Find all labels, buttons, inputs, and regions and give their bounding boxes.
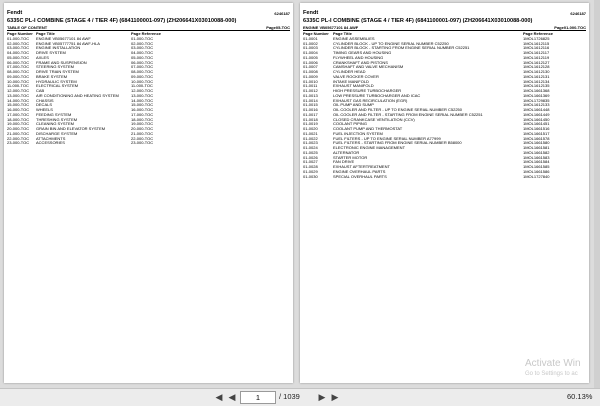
page-title-cell: FUEL FILTERS - UP TO ENGINE SERIAL NUMBER A77999: [333, 135, 441, 141]
page-reference-cell: 1MOL1661368: [523, 88, 550, 93]
page-number-cell: 16-000-TOC: [7, 107, 30, 112]
page-number-cell: 04-000-TOC: [7, 50, 30, 55]
watermark-line2: Go to Settings to ac: [525, 371, 578, 377]
page-reference-cell: 10-000-TOC: [131, 78, 154, 84]
page-reference-cell: 1MOL1612127: [523, 59, 550, 65]
column-header: Page Title: [333, 31, 352, 36]
page-reference-cell: 06-000-TOC: [131, 59, 154, 65]
page-reference-cell: 1MOL1661451: [523, 121, 550, 127]
page-reference-cell: 09-000-TOC: [131, 73, 154, 79]
parts-row[interactable]: [303, 175, 586, 180]
parts-table-body: [303, 37, 586, 180]
document-title: 6335C PL-I COMBINE (STAGE 4 / TIER 4F) (6841100001-097) (ZH206641X03010088-000): [303, 18, 533, 24]
page-number-cell: 07-000-TOC: [7, 64, 30, 70]
page-title-cell: EXHAUST AFTERTREATMENT: [333, 164, 390, 169]
page-number-cell: 01-0030: [303, 173, 318, 179]
page-title-cell: WHEELS: [36, 107, 53, 112]
page-title-cell: GRAIN BIN AND ELEVATOR SYSTEM: [36, 126, 106, 131]
page-number-cell: 01-0012: [303, 88, 318, 93]
page-title-cell: HIGH PRESSURE TURBOCHARGER: [333, 88, 402, 93]
page-reference-cell: 01-000-TOC: [131, 35, 154, 41]
page-reference-cell: 04-000-TOC: [131, 50, 154, 55]
page-number-cell: 01-0021: [303, 130, 318, 136]
parts-table: [303, 32, 586, 179]
page-reference-cell: 19-000-TOC: [131, 121, 154, 127]
page-number-cell: 13-000-TOC: [7, 92, 30, 98]
page-reference-cell: 1MOL1661586: [523, 168, 550, 174]
brand-name: Fendt: [7, 10, 23, 16]
page-number-cell: 01-0014: [303, 97, 318, 103]
page-title-cell: AIR CONDITIONING AND HEATING SYSTEM: [36, 92, 119, 98]
page-reference-cell: 1MOL1727840: [523, 173, 550, 179]
page-title-cell: CYLINDER HEAD: [333, 69, 366, 74]
page-number-cell: 02-000-TOC: [7, 40, 30, 46]
activation-watermark: [525, 358, 581, 378]
page-number-cell: 01-0009: [303, 73, 318, 79]
page-number-cell: 01-0016: [303, 107, 318, 112]
page-title-cell: ENGINE INSTALLATION: [36, 45, 81, 51]
page-number-cell: 01-0005: [303, 54, 318, 60]
page-number-cell: 01-0018: [303, 116, 318, 122]
page-title-cell: CHASSIS: [36, 97, 54, 103]
page-number-cell: 01-0013: [303, 92, 318, 98]
page-title-cell: FRAME AND SUSPENSION: [36, 59, 87, 65]
page-number-cell: 01-0027: [303, 159, 318, 165]
page-title-cell: FUEL FILTERS - STARTING FROM ENGINE SERIAL NUMBER B58000: [333, 140, 462, 146]
page-title-cell: CLEANING SYSTEM: [36, 121, 75, 127]
page-number-cell: 06-000-TOC: [7, 59, 30, 65]
page-reference-cell: 1MOL1661583: [523, 154, 550, 160]
page-reference-cell: 16-000-TOC: [131, 107, 154, 112]
page-title-cell: DRIVE TRAIN SYSTEM: [36, 69, 79, 74]
page-number-cell: 01-000-TOC: [7, 35, 30, 41]
page-reference-cell: 21-000-TOC: [131, 130, 154, 136]
page-reference-cell: 1MOL1661585: [523, 164, 550, 169]
pdf-toolbar: [0, 388, 600, 406]
column-header: Page Number: [303, 31, 329, 36]
page-title-cell: ENGINE OVERHAUL PARTS: [333, 168, 386, 174]
page-title-cell: OIL COOLER AND FILTER - STARTING FROM ENGINE SERIAL NUMBER C52251: [333, 111, 483, 117]
page-number-cell: 01-0001: [303, 35, 318, 41]
page-title-cell: CLOSED CRANKCASE VENTILATION (CCV): [333, 116, 415, 122]
page-reference-cell: 1MOL1729835: [523, 97, 550, 103]
section-title: ENGINE VB05677101 84 AWF: [303, 25, 359, 30]
page-number-cell: 01-0007: [303, 64, 318, 70]
page-reference-cell: 1MOL1612116: [523, 45, 550, 51]
page-reference-cell: 08-000-TOC: [131, 69, 154, 74]
page-title-cell: CAB: [36, 88, 45, 93]
page-number-cell: 01-0020: [303, 126, 318, 131]
page-reference: Page01-000-TOC: [554, 25, 586, 30]
watermark-line1: Activate Win: [525, 358, 581, 369]
page-title-cell: OIL PUMP AND SUMP: [333, 102, 374, 108]
page-number-cell: 01-0006: [303, 59, 318, 65]
zoom-level[interactable]: 60.13%: [567, 392, 593, 401]
page-reference-cell: 1MOL1661448: [523, 107, 550, 112]
column-header: Page Reference: [131, 31, 162, 36]
page-title-cell: ACCESSORIES: [36, 140, 65, 146]
page-number-cell: 12-000-TOC: [7, 88, 30, 93]
skip-last-icon[interactable]: ▶: [331, 392, 339, 402]
page-reference-cell: 1MOL1661584: [523, 159, 550, 165]
page-title-cell: COOLANT PUMP AND THERMOSTAT: [333, 126, 403, 131]
page-number-cell: 01-0026: [303, 154, 318, 160]
page-number-cell: 15-000-TOC: [7, 102, 30, 108]
page-reference-cell: 1MOL1661450: [523, 116, 550, 122]
page-reference-cell: 11-000-TOC: [131, 83, 153, 89]
page-title-cell: ELECTRONIC ENGINE MANAGEMENT: [333, 145, 406, 150]
page-number-cell: 17-000-TOC: [7, 111, 30, 117]
page-number-cell: 01-0024: [303, 145, 318, 150]
triangle-left-icon[interactable]: ◀: [228, 392, 236, 402]
page-reference-cell: 1MOL1661449: [523, 111, 550, 117]
page-reference-cell: 1MOL1661581: [523, 145, 550, 150]
page-title-cell: CAMSHAFT AND VALVE MECHANISM: [333, 64, 404, 70]
page-title-cell: FLYWHEEL AND HOUSING: [333, 54, 384, 60]
page-reference-cell: 1MOL1661578: [523, 135, 550, 141]
page-title-cell: OIL COOLER AND FILTER - UP TO ENGINE SERIAL NUMBER C52250: [333, 107, 462, 112]
page-title-cell: ENGINE ASSEMBLIES: [333, 35, 375, 41]
page-number-cell: 01-0022: [303, 135, 318, 141]
page-number-cell: 01-0017: [303, 111, 318, 117]
page-reference-cell: 02-000-TOC: [131, 40, 154, 46]
page-reference-cell: 1MOL1612134: [523, 78, 550, 84]
column-header: Page Reference: [523, 31, 554, 36]
skip-first-icon[interactable]: ◀: [215, 392, 223, 402]
page-reference-cell: 1MOL1726825: [523, 35, 550, 41]
page-title-cell: CYLINDER BLOCK - UP TO ENGINE SERIAL NUMBER C52250: [333, 40, 449, 46]
page-number-cell: 01-0003: [303, 45, 318, 51]
page-number-cell: 21-000-TOC: [7, 130, 30, 136]
page-title-cell: STARTER MOTOR: [333, 154, 368, 160]
page-title-cell: ENGINE VB05777751 84 AWF-HLA: [36, 40, 100, 46]
page-title-cell: DRIVE SYSTEM: [36, 50, 66, 55]
page-title-cell: ATTACHMENTS: [36, 135, 66, 141]
page-reference-cell: 1MOL1612135: [523, 83, 550, 89]
page-number-cell: 01-0019: [303, 121, 318, 127]
page-title-cell: STEERING SYSTEM: [36, 64, 75, 70]
page-number-cell: 01-0028: [303, 164, 318, 169]
page-title-cell: INTAKE MANIFOLD: [333, 78, 369, 84]
page-reference-cell: 18-000-TOC: [131, 116, 154, 122]
page-title-cell: ENGINE VB05677101 84 AWF: [36, 35, 91, 41]
page-number-cell: 18-000-TOC: [7, 116, 30, 122]
page-title-cell: SPECIAL OVERHAUL PARTS: [333, 173, 387, 179]
page-title-cell: HYDRAULIC SYSTEM: [36, 78, 77, 84]
page-number-cell: 01-0023: [303, 140, 318, 146]
page-title-cell: TIMING GEARS AND HOUSING: [333, 50, 392, 55]
page-number-cell: 03-000-TOC: [7, 45, 30, 51]
page-reference-cell: 1MOL1661580: [523, 140, 550, 146]
page-reference-cell: 1MOL1661517: [523, 130, 550, 136]
page-title-cell: AXLES: [36, 54, 49, 60]
page-title-cell: FEEDING SYSTEM: [36, 111, 72, 117]
page-number-cell: 19-000-TOC: [7, 121, 30, 127]
page-number-cell: 01-0015: [303, 102, 318, 108]
page-number-cell: 05-000-TOC: [7, 54, 30, 60]
page-reference-cell: 22-000-TOC: [131, 135, 154, 141]
page-reference-cell: 1MOL1612128: [523, 64, 550, 70]
page-number-cell: 01-0002: [303, 40, 318, 46]
page-title-cell: CRANKSHAFT AND PISTONS: [333, 59, 388, 65]
page-reference-cell: 07-000-TOC: [131, 64, 154, 70]
brand-name: Fendt: [303, 10, 319, 16]
page-reference-cell: 1MOL1661516: [523, 126, 550, 131]
page-reference-cell: 20-000-TOC: [131, 126, 154, 131]
page-number-cell: 01-0008: [303, 69, 318, 74]
triangle-right-icon[interactable]: ▶: [318, 392, 326, 402]
column-header: Page Title: [36, 31, 55, 36]
page-title-cell: EXHAUST MANIFOLD: [333, 83, 374, 89]
page-number-cell: 23-000-TOC: [7, 140, 30, 146]
page-reference-cell: 1MOL1661369: [523, 92, 550, 98]
page-title-cell: COOLANT PIPING: [333, 121, 367, 127]
page-title-cell: CYLINDER BLOCK - STARTING FROM ENGINE SERIAL NUMBER C52251: [333, 45, 470, 51]
page-reference-cell: 17-000-TOC: [131, 111, 154, 117]
page-title-cell: DECALS: [36, 102, 53, 108]
page-number-cell: 20-000-TOC: [7, 126, 30, 131]
page-number-cell: 08-000-TOC: [7, 69, 30, 74]
page-title-cell: THRESHING SYSTEM: [36, 116, 78, 122]
page-reference-cell: 13-000-TOC: [131, 92, 154, 98]
column-header: Page Number: [7, 31, 33, 36]
page-title-cell: BRAKE SYSTEM: [36, 73, 68, 79]
page-reference-cell: 23-000-TOC: [131, 140, 154, 146]
page-reference-cell: 14-000-TOC: [131, 97, 154, 103]
page-title-cell: FUEL INJECTION SYSTEM: [333, 130, 383, 136]
page-number-cell: 01-0010: [303, 78, 318, 84]
page-number-cell: 22-000-TOC: [7, 135, 30, 141]
page-title-cell: FAN DRIVE: [333, 159, 355, 165]
page-title-cell: DISCHARGE SYSTEM: [36, 130, 78, 136]
page-reference-cell: 1MOL1612130: [523, 69, 550, 74]
page-number-cell: 01-0029: [303, 168, 318, 174]
page-number-cell: 01-0025: [303, 149, 318, 155]
page-title-cell: LOW PRESSURE TURBOCHARGER AND ICAC: [333, 92, 421, 98]
document-number: 6246187: [570, 11, 586, 16]
pdf-page-left: [4, 3, 293, 383]
document-title: 6335C PL-I COMBINE (STAGE 4 / TIER 4F) (6841100001-097) (ZH206641X03010088-000): [7, 18, 237, 24]
page-reference-cell: 1MOL1661582: [523, 149, 550, 155]
page-number-input[interactable]: 1: [240, 391, 276, 404]
page-total: / 1039: [279, 392, 300, 401]
page-reference: Page05-TOC: [266, 25, 290, 30]
page-number-cell: 01-0011: [303, 83, 318, 89]
toc-table-body: [7, 37, 290, 146]
page-reference-cell: 05-000-TOC: [131, 54, 154, 60]
document-number: 6246187: [274, 11, 290, 16]
toc-table: [7, 32, 290, 146]
page-reference-cell: 1MOL1612115: [523, 40, 550, 46]
pdf-page-right: [300, 3, 589, 383]
page-number-cell: 10-000-TOC: [7, 78, 30, 84]
page-reference-cell: 1MOL1612117: [523, 50, 550, 55]
page-reference-cell: 1MOL1612131: [523, 73, 550, 79]
page-number-cell: 11-000-TOC: [7, 83, 29, 89]
page-reference-cell: 1MOL1612119: [523, 54, 550, 60]
page-title-cell: EXHAUST GAS RECIRCULATION (EGR): [333, 97, 408, 103]
page-number-cell: 09-000-TOC: [7, 73, 30, 79]
page-reference-cell: 12-000-TOC: [131, 88, 154, 93]
page-reference-cell: 1MOL1612133: [523, 102, 550, 108]
page-reference-cell: 15-000-TOC: [131, 102, 154, 108]
page-reference-cell: 03-000-TOC: [131, 45, 154, 51]
page-title-cell: ALTERNATOR: [333, 149, 360, 155]
page-number-cell: 01-0004: [303, 50, 318, 55]
vertical-scrollbar[interactable]: [594, 0, 600, 388]
section-title: TABLE OF CONTENT: [7, 25, 48, 30]
page-title-cell: VALVE ROCKER COVER: [333, 73, 379, 79]
toc-row[interactable]: [7, 141, 290, 146]
page-number-cell: 14-000-TOC: [7, 97, 30, 103]
page-title-cell: ELECTRICAL SYSTEM: [36, 83, 79, 89]
